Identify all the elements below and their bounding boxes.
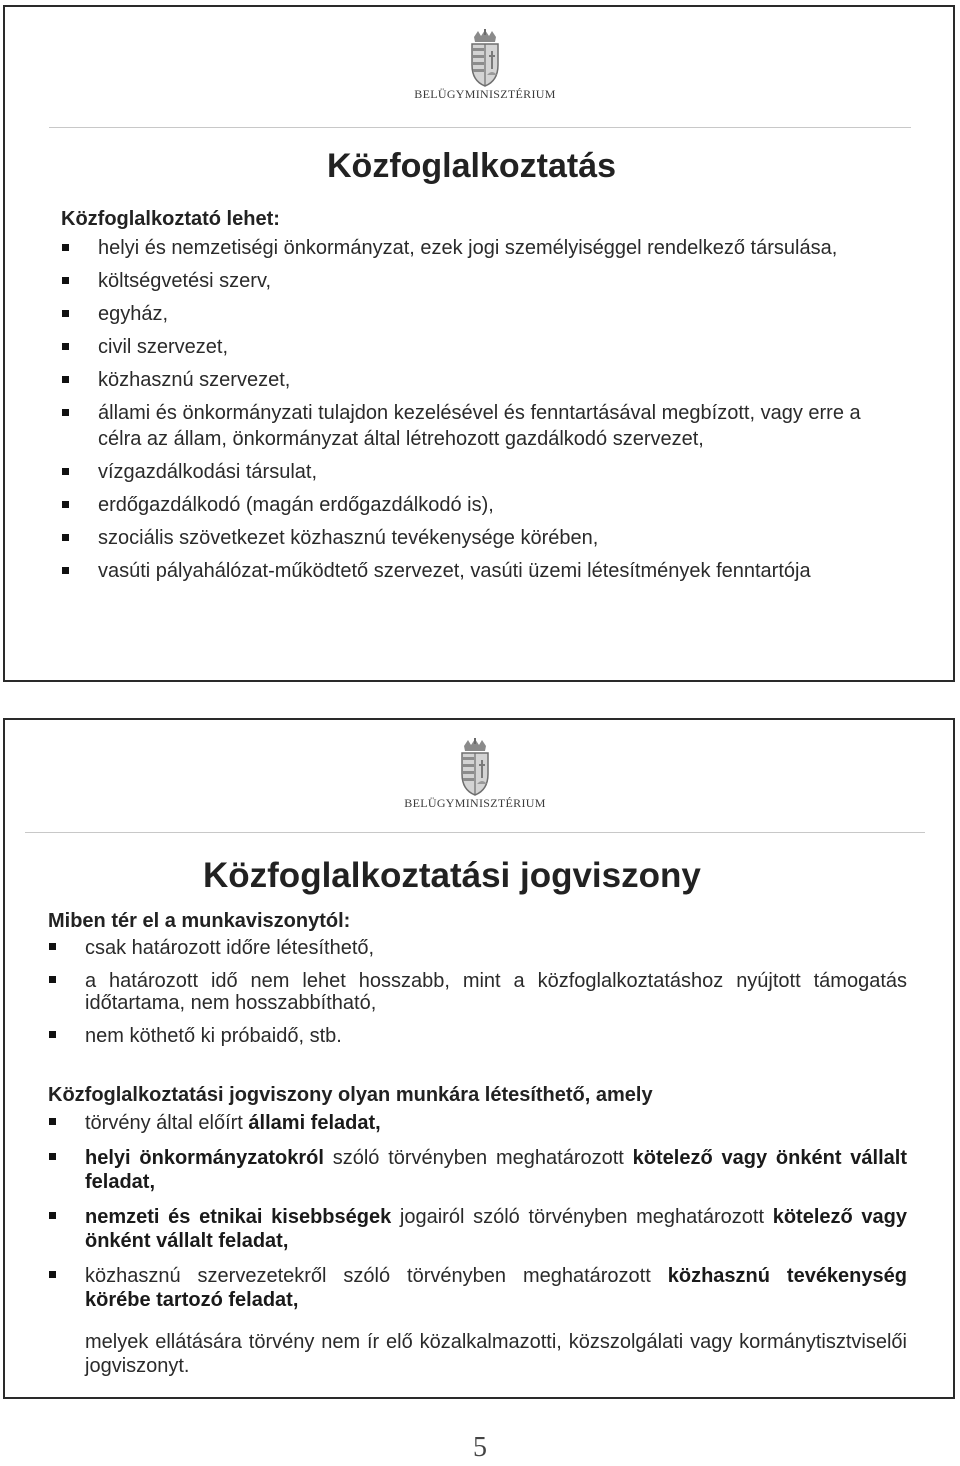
list-item: vízgazdálkodási társulat,: [98, 459, 898, 485]
square-bullet-icon: [49, 1031, 56, 1038]
header-divider: [49, 127, 911, 128]
list-item: közhasznú szervezetekről szóló törvényben meghatározott közhasznú tevékenység körébe tartozó feladat,: [85, 1264, 907, 1312]
square-bullet-icon: [62, 567, 69, 574]
square-bullet-icon: [62, 277, 69, 284]
ministry-logo: [410, 29, 560, 102]
employer-list: [98, 235, 898, 591]
list-item: csak határozott időre létesíthető,: [85, 937, 907, 959]
list-item: civil szervezet,: [98, 334, 898, 360]
header-divider: [25, 832, 925, 833]
list-item: költségvetési szerv,: [98, 268, 898, 294]
square-bullet-icon: [49, 976, 56, 983]
square-bullet-icon: [62, 501, 69, 508]
square-bullet-icon: [49, 1271, 56, 1278]
list-item: nem köthető ki próbaidő, stb.: [85, 1025, 907, 1047]
list-item: a határozott idő nem lehet hosszabb, mint a közfoglalkoztatáshoz nyújtott támogatás időtartama, nem hosszabbítható,: [85, 970, 907, 1014]
ministry-name: BELÜGYMINISZTÉRIUM: [414, 87, 556, 101]
section-heading: Közfoglalkoztatási jogviszony olyan munkára létesíthető, amely: [48, 1084, 653, 1106]
list-item: egyház,: [98, 301, 898, 327]
square-bullet-icon: [62, 343, 69, 350]
list-item: helyi és nemzetiségi önkormányzat, ezek jogi személyiséggel rendelkező társulása,: [98, 235, 898, 261]
square-bullet-icon: [62, 468, 69, 475]
ministry-name: BELÜGYMINISZTÉRIUM: [404, 796, 546, 810]
list-item: helyi önkormányzatokról szóló törvényben meghatározott kötelező vagy önként vállalt feladat,: [85, 1146, 907, 1194]
square-bullet-icon: [62, 409, 69, 416]
list-item: erdőgazdálkodó (magán erdőgazdálkodó is),: [98, 492, 898, 518]
section-heading: Miben tér el a munkaviszonytól:: [48, 910, 351, 932]
list-item: állami és önkormányzati tulajdon kezelésével és fenntartásával megbízott, vagy erre a célra az állam, önkormányzat által létrehozott gazdálkodó szervezet,: [98, 400, 898, 452]
task-list: [85, 1111, 907, 1323]
square-bullet-icon: [49, 1212, 56, 1219]
list-item: szociális szövetkezet közhasznú tevékenysége körében,: [98, 525, 898, 551]
list-item: nemzeti és etnikai kisebbségek jogairól szóló törvényben meghatározott kötelező vagy önként vállalt feladat,: [85, 1205, 907, 1253]
square-bullet-icon: [49, 1118, 56, 1125]
coat-of-arms-icon: [458, 738, 492, 796]
differences-list: [85, 937, 907, 1058]
list-item: törvény által előírt állami feladat,: [85, 1111, 907, 1135]
square-bullet-icon: [49, 1153, 56, 1160]
slide-2: [3, 718, 955, 1399]
slide-title: Közfoglalkoztatási jogviszony: [203, 856, 701, 895]
slide-subtitle: Közfoglalkoztató lehet:: [61, 208, 280, 230]
list-item: közhasznú szervezet,: [98, 367, 898, 393]
slide-title: Közfoglalkoztatás: [327, 147, 617, 185]
square-bullet-icon: [49, 943, 56, 950]
square-bullet-icon: [62, 244, 69, 251]
ministry-logo: [400, 738, 550, 811]
closing-paragraph: melyek ellátására törvény nem ír elő közalkalmazotti, közszolgálati vagy kormánytisztviselői jogviszonyt.: [85, 1331, 907, 1377]
square-bullet-icon: [62, 310, 69, 317]
square-bullet-icon: [62, 534, 69, 541]
list-item: vasúti pályahálózat-működtető szervezet, vasúti üzemi létesítmények fenntartója: [98, 558, 898, 584]
square-bullet-icon: [62, 376, 69, 383]
slide-1: [3, 5, 955, 682]
page-number: 5: [473, 1432, 487, 1463]
coat-of-arms-icon: [468, 29, 502, 87]
